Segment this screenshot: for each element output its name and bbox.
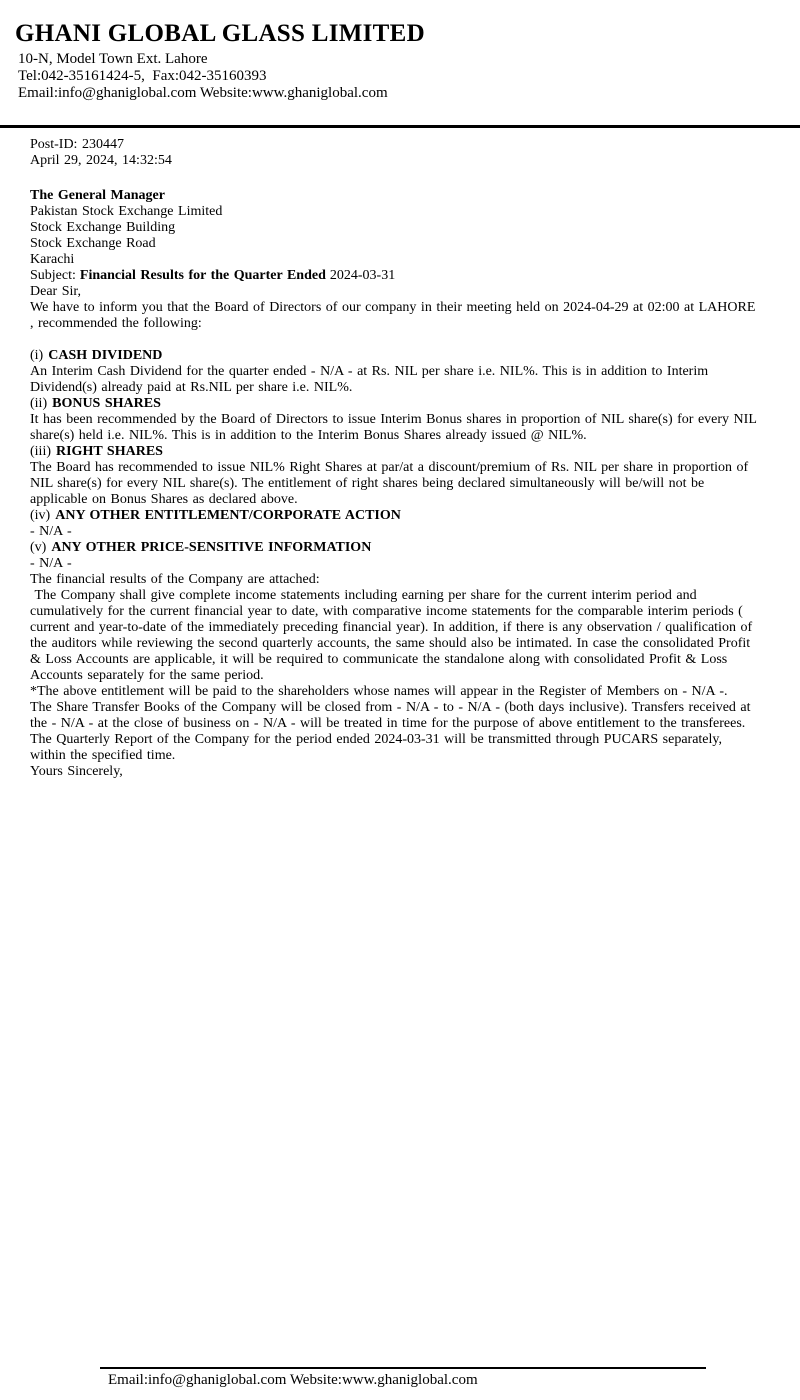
letterhead-contact-line: Email:info@ghaniglobal.com Website:www.ghaniglobal.com [18,85,388,101]
footer-contact-line: Email:info@ghaniglobal.com Website:www.ghaniglobal.com [108,1372,478,1388]
section-body: The Board has recommended to issue NIL% Right Shares at par/at a discount/premium of Rs. NIL per share in proportion of NIL share(s) for every NIL share(s). The entitlement of right shares being declared simultaneously will be/will not be applicable on Bonus Shares as declared above. [30,460,753,507]
section-number: (iii) [30,444,51,459]
addressee-line: Stock Exchange Building [30,220,176,235]
letterhead-address [15,51,800,102]
letter-body [0,128,800,780]
section-title: BONUS SHARES [52,396,161,411]
section-number: (v) [30,540,47,555]
section-heading [30,540,760,556]
company-name: GHANI GLOBAL GLASS LIMITED [15,20,425,47]
section-title: CASH DIVIDEND [48,348,163,363]
addressee-line: Stock Exchange Road [30,236,156,251]
letterhead-address-line: 10-N, Model Town Ext. Lahore [18,51,208,67]
closing-paragraph: The Quarterly Report of the Company for the period ended 2024-03-31 will be transmitted through PUCARS separately, within the specified time. [30,732,727,763]
section-number: (ii) [30,396,48,411]
section-body: It has been recommended by the Board of Directors to issue Interim Bonus shares in proportion of NIL share(s) for every NIL share(s) held i.e. NIL%. This is in addition to the Interim Bonus Shares already issued @ NIL%. [30,412,761,443]
intro-paragraph: We have to inform you that the Board of Directors of our company in their meeting held on 2024-04-29 at 02:00 at LAHORE , recommended the following: [30,300,760,331]
section-title: ANY OTHER ENTITLEMENT/CORPORATE ACTION [55,508,401,523]
section-body: - N/A - [30,524,72,539]
post-id: Post-ID: 230447 [30,137,124,152]
post-datetime: April 29, 2024, 14:32:54 [30,153,172,168]
section-body: - N/A - [30,556,72,571]
closing-paragraph: The financial results of the Company are attached: [30,572,320,587]
salutation: Dear Sir, [30,284,81,299]
section-right-shares [30,444,760,508]
letterhead-phone-line: Tel:042-35161424-5, Fax:042-35160393 [18,68,267,84]
section-cash-dividend [30,348,760,396]
closing-paragraph: The Company shall give complete income statements including earning per share for the current interim period and cumulatively for the current financial year to date, with comparative income statements for the comparable interim periods ( current and year-to-date of the immediately preceding financial year). In addition, if there is any observation / qualification of the auditors while reviewing the second quarterly accounts, the same should also be intimated. In case the consolidated Profit & Loss Accounts are applicable, it will be required to communicate the standalone along with consolidated Profit & Loss Accounts separately for the same period. [30,588,757,683]
subject-text: Financial Results for the Quarter Ended [79,268,326,283]
closing-paragraph: The Share Transfer Books of the Company will be closed from - N/A - to - N/A - (both days inclusive). Transfers received at the - N/A - at the close of business on - N/A - will be treated in time for the purpose of above entitlement to the transferees. [30,700,756,731]
section-body: An Interim Cash Dividend for the quarter ended - N/A - at Rs. NIL per share i.e. NIL%. This is in addition to Interim Dividend(s) already paid at Rs.NIL per share i.e. NIL%. [30,364,713,395]
addressee-line: Pakistan Stock Exchange Limited [30,204,223,219]
letterhead [0,0,800,102]
section-heading [30,396,760,412]
section-heading [30,348,760,364]
section-number: (iv) [30,508,51,523]
section-title: ANY OTHER PRICE-SENSITIVE INFORMATION [51,540,372,555]
signoff: Yours Sincerely, [30,764,123,779]
addressee-name: The General Manager [30,188,165,203]
section-price-sensitive [30,540,760,572]
section-title: RIGHT SHARES [56,444,163,459]
section-heading [30,444,760,460]
section-heading [30,508,760,524]
section-other-entitlement [30,508,760,540]
subject-label: Subject: [30,268,76,283]
subject-date: 2024-03-31 [329,268,396,283]
section-number: (i) [30,348,44,363]
addressee-line: Karachi [30,252,75,267]
subject-line [30,268,760,284]
closing-paragraph: *The above entitlement will be paid to the shareholders whose names will appear in the Register of Members on - N/A -. [30,684,728,699]
addressee-block [30,188,760,268]
footer-divider [100,1367,706,1369]
section-bonus-shares [30,396,760,444]
